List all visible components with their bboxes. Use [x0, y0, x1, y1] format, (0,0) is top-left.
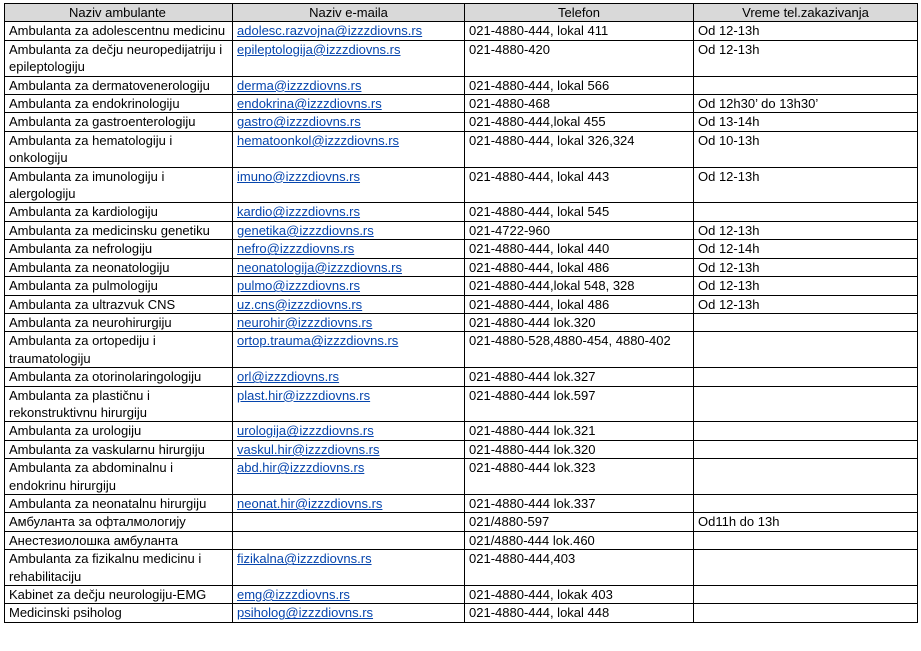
booking-time-cell [694, 494, 918, 512]
phone-cell: 021-4880-444, lokal 448 [465, 604, 694, 622]
email-cell [233, 586, 465, 604]
clinic-name-cell: Ambulanta za vaskularnu hirurgiju [5, 440, 233, 458]
table-row [5, 131, 918, 167]
table-row [5, 295, 918, 313]
clinic-name-cell: Ambulanta za neonatologiju [5, 258, 233, 276]
table-row [5, 586, 918, 604]
booking-time-cell: Od 12-13h [694, 40, 918, 76]
clinic-name-cell: Ambulanta za otorinolaringologiju [5, 368, 233, 386]
phone-cell: 021/4880-444 lok.460 [465, 531, 694, 549]
phone-cell: 021-4880-444, lokal 411 [465, 22, 694, 40]
clinic-name-cell: Ambulanta za adolescentnu medicinu [5, 22, 233, 40]
booking-time-cell [694, 368, 918, 386]
table-row [5, 221, 918, 239]
clinic-name-cell: Ambulanta za neonatalnu hirurgiju [5, 494, 233, 512]
email-link[interactable]: abd.hir@izzzdiovns.rs [237, 460, 365, 476]
phone-cell: 021-4722-960 [465, 221, 694, 239]
phone-cell: 021/4880-597 [465, 513, 694, 531]
email-cell [233, 221, 465, 239]
booking-time-cell: Od11h do 13h [694, 513, 918, 531]
table-row [5, 40, 918, 76]
phone-cell: 021-4880-444 lok.337 [465, 494, 694, 512]
email-cell [233, 604, 465, 622]
table-row [5, 440, 918, 458]
table-row [5, 422, 918, 440]
clinic-name-cell: Ambulanta za kardiologiju [5, 203, 233, 221]
phone-cell: 021-4880-444, lokal 486 [465, 295, 694, 313]
phone-cell: 021-4880-444, lokal 566 [465, 76, 694, 94]
clinic-name-cell: Ambulanta za dermatovenerologiju [5, 76, 233, 94]
table-row [5, 22, 918, 40]
email-cell [233, 22, 465, 40]
email-link[interactable]: neurohir@izzzdiovns.rs [237, 314, 373, 330]
booking-time-cell [694, 586, 918, 604]
booking-time-cell [694, 604, 918, 622]
table-row [5, 494, 918, 512]
email-cell [233, 167, 465, 203]
email-link[interactable]: pulmo@izzzdiovns.rs [237, 278, 361, 294]
booking-time-cell: Od 12-13h [694, 258, 918, 276]
clinic-name-cell: Ambulanta za ultrazvuk CNS [5, 295, 233, 313]
booking-time-cell [694, 440, 918, 458]
clinic-name-cell: Ambulanta za imunologiju i alergologiju [5, 167, 233, 203]
email-link[interactable]: neonat.hir@izzzdiovns.rs [237, 495, 383, 511]
clinic-name-cell: Ambulanta za medicinsku genetiku [5, 221, 233, 239]
phone-cell: 021-4880-420 [465, 40, 694, 76]
email-cell [233, 313, 465, 331]
email-cell [233, 131, 465, 167]
email-cell [233, 76, 465, 94]
header-clinic-name: Naziv ambulante [5, 4, 233, 22]
booking-time-cell [694, 422, 918, 440]
booking-time-cell: Od 12h30’ do 13h30’ [694, 95, 918, 113]
booking-time-cell [694, 386, 918, 422]
email-link[interactable]: urologija@izzzdiovns.rs [237, 423, 374, 439]
clinic-name-cell: Ambulanta za ortopediju i traumatologiju [5, 332, 233, 368]
email-link[interactable]: vaskul.hir@izzzdiovns.rs [237, 441, 380, 457]
email-link[interactable]: imuno@izzzdiovns.rs [237, 168, 361, 184]
phone-cell: 021-4880-444,403 [465, 550, 694, 586]
email-cell [233, 386, 465, 422]
table-row [5, 313, 918, 331]
phone-cell: 021-4880-468 [465, 95, 694, 113]
email-cell [233, 550, 465, 586]
email-link[interactable]: epileptologija@izzzdiovns.rs [237, 41, 401, 57]
email-cell [233, 240, 465, 258]
email-cell [233, 203, 465, 221]
email-cell [233, 513, 465, 531]
booking-time-cell: Od 12-13h [694, 277, 918, 295]
clinic-contacts-table [4, 3, 918, 623]
table-row [5, 604, 918, 622]
email-cell [233, 368, 465, 386]
table-row [5, 513, 918, 531]
email-cell [233, 422, 465, 440]
booking-time-cell [694, 203, 918, 221]
clinic-name-cell: Ambulanta za gastroenterologiju [5, 113, 233, 131]
email-cell [233, 40, 465, 76]
table-row [5, 459, 918, 495]
clinic-name-cell: Ambulanta za dečju neuropedijatriju i epileptologiju [5, 40, 233, 76]
table-row [5, 277, 918, 295]
header-booking-time: Vreme tel.zakazivanja [694, 4, 918, 22]
phone-cell: 021-4880-444 lok.321 [465, 422, 694, 440]
booking-time-cell: Od 12-13h [694, 295, 918, 313]
email-cell [233, 113, 465, 131]
clinic-name-cell: Ambulanta za urologiju [5, 422, 233, 440]
table-row [5, 386, 918, 422]
clinic-name-cell: Ambulanta za nefrologiju [5, 240, 233, 258]
email-cell [233, 277, 465, 295]
phone-cell: 021-4880-444 lok.320 [465, 313, 694, 331]
phone-cell: 021-4880-444, lokal 443 [465, 167, 694, 203]
phone-cell: 021-4880-528,4880-454, 4880-402 [465, 332, 694, 368]
table-row [5, 203, 918, 221]
phone-cell: 021-4880-444, lokal 326,324 [465, 131, 694, 167]
phone-cell: 021-4880-444 lok.323 [465, 459, 694, 495]
email-link[interactable]: endokrina@izzzdiovns.rs [237, 96, 382, 112]
email-link[interactable]: genetika@izzzdiovns.rs [237, 222, 374, 238]
table-row [5, 113, 918, 131]
clinic-name-cell: Анестезиолошка амбуланта [5, 531, 233, 549]
email-cell [233, 440, 465, 458]
booking-time-cell [694, 332, 918, 368]
table-row [5, 550, 918, 586]
email-link[interactable]: neonatologija@izzzdiovns.rs [237, 259, 402, 275]
table-row [5, 332, 918, 368]
email-link[interactable]: uz.cns@izzzdiovns.rs [237, 296, 363, 312]
email-cell [233, 332, 465, 368]
clinic-name-cell: Ambulanta za neurohirurgiju [5, 313, 233, 331]
phone-cell: 021-4880-444, lokal 545 [465, 203, 694, 221]
table-row [5, 258, 918, 276]
email-link[interactable]: hematoonkol@izzzdiovns.rs [237, 132, 400, 148]
email-cell [233, 258, 465, 276]
booking-time-cell: Od 12-13h [694, 221, 918, 239]
header-phone: Telefon [465, 4, 694, 22]
email-link[interactable]: derma@izzzdiovns.rs [237, 77, 362, 93]
phone-cell: 021-4880-444, lokal 440 [465, 240, 694, 258]
email-cell [233, 295, 465, 313]
table-row [5, 531, 918, 549]
clinic-name-cell: Ambulanta za plastičnu i rekonstruktivnu hirurgiju [5, 386, 233, 422]
booking-time-cell: Od 12-13h [694, 167, 918, 203]
email-cell [233, 531, 465, 549]
booking-time-cell [694, 531, 918, 549]
clinic-name-cell: Амбуланта за офталмологију [5, 513, 233, 531]
phone-cell: 021-4880-444,lokal 548, 328 [465, 277, 694, 295]
phone-cell: 021-4880-444, lokak 403 [465, 586, 694, 604]
clinic-name-cell: Ambulanta za abdominalnu i endokrinu hirurgiju [5, 459, 233, 495]
table-row [5, 76, 918, 94]
booking-time-cell [694, 76, 918, 94]
email-link[interactable]: fizikalna@izzzdiovns.rs [237, 551, 372, 567]
email-cell [233, 494, 465, 512]
phone-cell: 021-4880-444 lok.327 [465, 368, 694, 386]
phone-cell: 021-4880-444 lok.320 [465, 440, 694, 458]
email-cell [233, 459, 465, 495]
table-row [5, 167, 918, 203]
email-link[interactable]: plast.hir@izzzdiovns.rs [237, 387, 371, 403]
clinic-name-cell: Ambulanta za endokrinologiju [5, 95, 233, 113]
email-link[interactable]: nefro@izzzdiovns.rs [237, 241, 355, 257]
email-link[interactable]: emg@izzzdiovns.rs [237, 587, 350, 602]
booking-time-cell: Od 12-14h [694, 240, 918, 258]
table-row [5, 240, 918, 258]
booking-time-cell [694, 459, 918, 495]
booking-time-cell: Od 12-13h [694, 22, 918, 40]
table-row [5, 95, 918, 113]
booking-time-cell: Od 10-13h [694, 131, 918, 167]
clinic-name-cell: Ambulanta za fizikalnu medicinu i rehabilitaciju [5, 550, 233, 586]
header-row [5, 4, 918, 22]
phone-cell: 021-4880-444,lokal 455 [465, 113, 694, 131]
clinic-name-cell: Kabinet za dečju neurologiju-EMG [5, 586, 233, 604]
table-row [5, 368, 918, 386]
clinic-name-cell: Medicinski psiholog [5, 604, 233, 622]
phone-cell: 021-4880-444 lok.597 [465, 386, 694, 422]
phone-cell: 021-4880-444, lokal 486 [465, 258, 694, 276]
email-link[interactable]: kardio@izzzdiovns.rs [237, 204, 361, 220]
booking-time-cell [694, 550, 918, 586]
clinic-name-cell: Ambulanta za hematologiju i onkologiju [5, 131, 233, 167]
booking-time-cell [694, 313, 918, 331]
booking-time-cell: Od 13-14h [694, 113, 918, 131]
email-link[interactable]: ortop.trauma@izzzdiovns.rs [237, 333, 399, 349]
email-link[interactable]: psiholog@izzzdiovns.rs [237, 605, 374, 621]
clinic-name-cell: Ambulanta za pulmologiju [5, 277, 233, 295]
header-email: Naziv e-maila [233, 4, 465, 22]
email-link[interactable]: adolesc.razvojna@izzzdiovns.rs [237, 23, 423, 39]
email-link[interactable]: gastro@izzzdiovns.rs [237, 114, 361, 130]
email-cell [233, 95, 465, 113]
email-link[interactable]: orl@izzzdiovns.rs [237, 369, 340, 385]
